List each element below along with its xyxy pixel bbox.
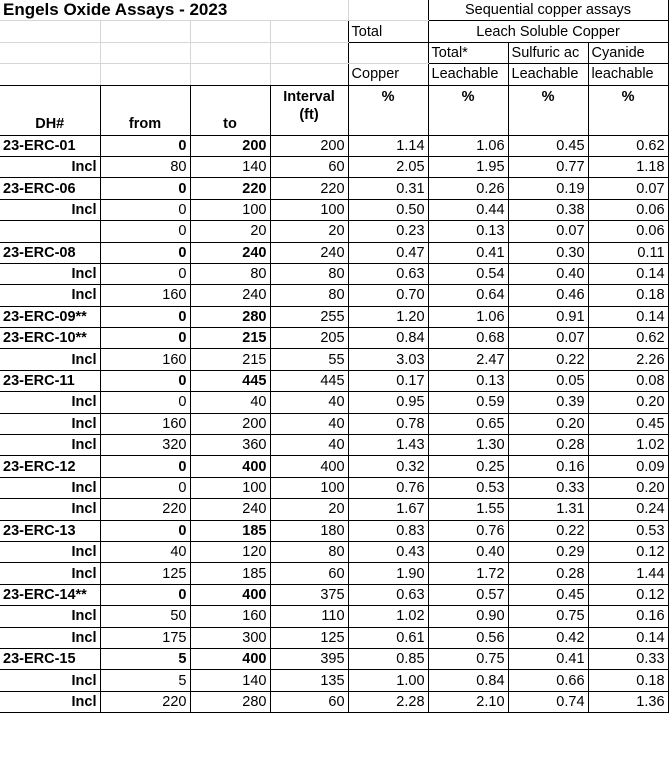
cell-copper: 1.02 xyxy=(348,606,428,627)
cell-total-leach: 0.68 xyxy=(428,328,508,349)
cell-sulfuric: 0.28 xyxy=(508,563,588,584)
cell-sulfuric: 0.28 xyxy=(508,435,588,456)
cell-copper: 0.76 xyxy=(348,477,428,498)
cell-cyanide: 0.62 xyxy=(588,135,668,156)
cell-dh: 23-ERC-15 xyxy=(0,648,100,669)
cell-dh: Incl xyxy=(0,156,100,177)
cell-to: 280 xyxy=(190,306,270,327)
cell-cyanide: 0.14 xyxy=(588,263,668,284)
table-row xyxy=(0,328,668,349)
cell-cyanide: 0.16 xyxy=(588,606,668,627)
cell-dh: Incl xyxy=(0,199,100,220)
cell-copper: 0.32 xyxy=(348,456,428,477)
cell-dh: 23-ERC-06 xyxy=(0,178,100,199)
cell-copper: 0.43 xyxy=(348,541,428,562)
cell-to: 240 xyxy=(190,285,270,306)
sulfuric-pct-header: % xyxy=(508,85,588,135)
cell-to: 185 xyxy=(190,563,270,584)
cell-dh: 23-ERC-10** xyxy=(0,328,100,349)
cell-cyanide: 0.53 xyxy=(588,520,668,541)
cell-to: 215 xyxy=(190,349,270,370)
cell-interval: 40 xyxy=(270,413,348,434)
cell-copper: 1.14 xyxy=(348,135,428,156)
interval-label: Interval xyxy=(283,88,335,105)
header-cell xyxy=(270,64,348,85)
cell-sulfuric: 0.45 xyxy=(508,135,588,156)
cell-copper: 1.00 xyxy=(348,670,428,691)
cell-copper: 3.03 xyxy=(348,349,428,370)
cell-cyanide: 0.06 xyxy=(588,221,668,242)
cell-total-leach: 0.44 xyxy=(428,199,508,220)
cell-copper: 0.23 xyxy=(348,221,428,242)
cell-cyanide: 0.14 xyxy=(588,306,668,327)
cell-total-leach: 1.06 xyxy=(428,135,508,156)
cell-from: 175 xyxy=(100,627,190,648)
cell-total-leach: 1.55 xyxy=(428,499,508,520)
cell-from: 80 xyxy=(100,156,190,177)
cell-from: 5 xyxy=(100,648,190,669)
leachable-cyanide-header: leachable xyxy=(588,64,668,85)
header-cell xyxy=(190,21,270,42)
header-cell xyxy=(100,21,190,42)
cell-dh: Incl xyxy=(0,392,100,413)
cell-from: 0 xyxy=(100,328,190,349)
cell-from: 0 xyxy=(100,370,190,391)
cell-copper: 0.95 xyxy=(348,392,428,413)
cell-sulfuric: 0.19 xyxy=(508,178,588,199)
leachable-header: Leachable xyxy=(428,64,508,85)
header-cell xyxy=(100,42,190,63)
cell-from: 320 xyxy=(100,435,190,456)
header-cell xyxy=(190,42,270,63)
cell-sulfuric: 0.74 xyxy=(508,691,588,712)
cell-from: 160 xyxy=(100,349,190,370)
header-cell xyxy=(348,42,428,63)
cell-total-leach: 1.06 xyxy=(428,306,508,327)
to-header: to xyxy=(190,85,270,135)
sulfuric-header: Sulfuric ac xyxy=(508,42,588,63)
cell-cyanide: 1.02 xyxy=(588,435,668,456)
cell-to: 100 xyxy=(190,199,270,220)
table-row xyxy=(0,349,668,370)
cell-to: 220 xyxy=(190,178,270,199)
cell-sulfuric: 0.05 xyxy=(508,370,588,391)
cell-from: 0 xyxy=(100,199,190,220)
cell-sulfuric: 0.66 xyxy=(508,670,588,691)
cell-total-leach: 0.84 xyxy=(428,670,508,691)
cell-to: 400 xyxy=(190,584,270,605)
cell-copper: 2.28 xyxy=(348,691,428,712)
table-row xyxy=(0,563,668,584)
copper-pct-header: % xyxy=(348,85,428,135)
cell-dh: 23-ERC-12 xyxy=(0,456,100,477)
cell-cyanide: 0.08 xyxy=(588,370,668,391)
cell-interval: 40 xyxy=(270,392,348,413)
cell-total-leach: 0.75 xyxy=(428,648,508,669)
cell-from: 0 xyxy=(100,135,190,156)
cell-cyanide: 0.45 xyxy=(588,413,668,434)
table-row xyxy=(0,392,668,413)
copper-header: Copper xyxy=(348,64,428,85)
cell-to: 120 xyxy=(190,541,270,562)
cell-total-leach: 0.25 xyxy=(428,456,508,477)
cell-dh: 23-ERC-13 xyxy=(0,520,100,541)
table-row xyxy=(0,541,668,562)
cell-sulfuric: 0.33 xyxy=(508,477,588,498)
cell-dh: 23-ERC-09** xyxy=(0,306,100,327)
cell-interval: 100 xyxy=(270,477,348,498)
leach-soluble-header: Leach Soluble Copper xyxy=(428,21,668,42)
cell-dh: Incl xyxy=(0,606,100,627)
cell-dh: Incl xyxy=(0,477,100,498)
cell-dh: Incl xyxy=(0,349,100,370)
table-row xyxy=(0,135,668,156)
cell-cyanide: 0.18 xyxy=(588,285,668,306)
cell-interval: 60 xyxy=(270,563,348,584)
cell-from: 0 xyxy=(100,584,190,605)
cell-total-leach: 1.95 xyxy=(428,156,508,177)
cell-total-leach: 0.13 xyxy=(428,370,508,391)
cell-total-leach: 0.54 xyxy=(428,263,508,284)
cell-sulfuric: 0.41 xyxy=(508,648,588,669)
cell-cyanide: 1.44 xyxy=(588,563,668,584)
cell-total-leach: 0.90 xyxy=(428,606,508,627)
cell-from: 125 xyxy=(100,563,190,584)
cell-dh: Incl xyxy=(0,413,100,434)
cell-cyanide: 0.18 xyxy=(588,670,668,691)
leachable-sulfuric-header: Leachable xyxy=(508,64,588,85)
cell-dh: Incl xyxy=(0,691,100,712)
cell-interval: 80 xyxy=(270,541,348,562)
cell-copper: 0.78 xyxy=(348,413,428,434)
cell-from: 5 xyxy=(100,670,190,691)
table-row xyxy=(0,520,668,541)
cell-interval: 255 xyxy=(270,306,348,327)
cell-total-leach: 0.57 xyxy=(428,584,508,605)
cell-from: 0 xyxy=(100,306,190,327)
cell-total-leach: 0.76 xyxy=(428,520,508,541)
cell-interval: 200 xyxy=(270,135,348,156)
cell-sulfuric: 1.31 xyxy=(508,499,588,520)
cell-copper: 1.43 xyxy=(348,435,428,456)
cell-sulfuric: 0.22 xyxy=(508,520,588,541)
cell-total-leach: 0.64 xyxy=(428,285,508,306)
table-row xyxy=(0,584,668,605)
cell-cyanide: 0.33 xyxy=(588,648,668,669)
cell-sulfuric: 0.39 xyxy=(508,392,588,413)
cell-copper: 0.84 xyxy=(348,328,428,349)
cell-cyanide: 0.62 xyxy=(588,328,668,349)
cell-sulfuric: 0.38 xyxy=(508,199,588,220)
cell-dh: Incl xyxy=(0,285,100,306)
cell-to: 400 xyxy=(190,648,270,669)
cell-to: 360 xyxy=(190,435,270,456)
cell-interval: 100 xyxy=(270,199,348,220)
cell-from: 0 xyxy=(100,477,190,498)
cell-sulfuric: 0.07 xyxy=(508,221,588,242)
table-row xyxy=(0,156,668,177)
cell-copper: 0.83 xyxy=(348,520,428,541)
cell-to: 240 xyxy=(190,499,270,520)
cell-interval: 20 xyxy=(270,499,348,520)
leachable-pct-header: % xyxy=(428,85,508,135)
cell-to: 100 xyxy=(190,477,270,498)
cell-interval: 205 xyxy=(270,328,348,349)
cell-total-leach: 2.10 xyxy=(428,691,508,712)
table-row xyxy=(0,178,668,199)
cell-copper: 0.31 xyxy=(348,178,428,199)
cell-total-leach: 0.26 xyxy=(428,178,508,199)
cell-sulfuric: 0.30 xyxy=(508,242,588,263)
table-row xyxy=(0,306,668,327)
cell-from: 0 xyxy=(100,242,190,263)
cell-sulfuric: 0.46 xyxy=(508,285,588,306)
cell-to: 140 xyxy=(190,670,270,691)
sequential-header: Sequential copper assays xyxy=(428,0,668,21)
table-row xyxy=(0,606,668,627)
cell-copper: 1.20 xyxy=(348,306,428,327)
cell-total-leach: 0.53 xyxy=(428,477,508,498)
cell-from: 0 xyxy=(100,456,190,477)
header-cell xyxy=(270,21,348,42)
cyanide-pct-header: % xyxy=(588,85,668,135)
cell-interval: 60 xyxy=(270,691,348,712)
cell-to: 300 xyxy=(190,627,270,648)
interval-header xyxy=(270,85,348,135)
cell-sulfuric: 0.45 xyxy=(508,584,588,605)
cell-cyanide: 0.12 xyxy=(588,584,668,605)
cell-sulfuric: 0.40 xyxy=(508,263,588,284)
cell-interval: 80 xyxy=(270,263,348,284)
cell-copper: 0.61 xyxy=(348,627,428,648)
cell-interval: 55 xyxy=(270,349,348,370)
cell-to: 400 xyxy=(190,456,270,477)
cell-total-leach: 0.40 xyxy=(428,541,508,562)
cell-total-leach: 0.65 xyxy=(428,413,508,434)
cell-interval: 125 xyxy=(270,627,348,648)
cell-sulfuric: 0.16 xyxy=(508,456,588,477)
cell-cyanide: 0.24 xyxy=(588,499,668,520)
cell-copper: 0.63 xyxy=(348,584,428,605)
table-row xyxy=(0,670,668,691)
cell-total-leach: 1.30 xyxy=(428,435,508,456)
header-row-2 xyxy=(0,21,668,42)
table-row xyxy=(0,242,668,263)
cell-copper: 0.17 xyxy=(348,370,428,391)
cell-dh: 23-ERC-14** xyxy=(0,584,100,605)
cell-from: 0 xyxy=(100,178,190,199)
cell-to: 280 xyxy=(190,691,270,712)
cell-sulfuric: 0.07 xyxy=(508,328,588,349)
cell-dh xyxy=(0,221,100,242)
table-row xyxy=(0,435,668,456)
cell-cyanide: 0.20 xyxy=(588,477,668,498)
cell-copper: 0.85 xyxy=(348,648,428,669)
total-header: Total xyxy=(348,21,428,42)
cell-total-leach: 0.59 xyxy=(428,392,508,413)
cell-to: 80 xyxy=(190,263,270,284)
header-cell xyxy=(0,21,100,42)
cell-from: 40 xyxy=(100,541,190,562)
cell-interval: 395 xyxy=(270,648,348,669)
cell-interval: 20 xyxy=(270,221,348,242)
cell-cyanide: 0.09 xyxy=(588,456,668,477)
cell-interval: 135 xyxy=(270,670,348,691)
cell-cyanide: 1.36 xyxy=(588,691,668,712)
table-row xyxy=(0,263,668,284)
cell-interval: 110 xyxy=(270,606,348,627)
table-row xyxy=(0,370,668,391)
cell-sulfuric: 0.29 xyxy=(508,541,588,562)
header-row-5 xyxy=(0,85,668,135)
total-star-header: Total* xyxy=(428,42,508,63)
cell-cyanide: 0.20 xyxy=(588,392,668,413)
cell-sulfuric: 0.22 xyxy=(508,349,588,370)
cell-dh: Incl xyxy=(0,499,100,520)
table-row xyxy=(0,477,668,498)
table-row xyxy=(0,199,668,220)
cell-dh: 23-ERC-08 xyxy=(0,242,100,263)
header-row-1 xyxy=(0,0,668,21)
cell-from: 0 xyxy=(100,221,190,242)
cell-dh: Incl xyxy=(0,263,100,284)
cell-total-leach: 2.47 xyxy=(428,349,508,370)
cell-cyanide: 0.12 xyxy=(588,541,668,562)
cell-interval: 445 xyxy=(270,370,348,391)
cell-to: 215 xyxy=(190,328,270,349)
cell-dh: Incl xyxy=(0,541,100,562)
cell-from: 160 xyxy=(100,413,190,434)
cell-cyanide: 1.18 xyxy=(588,156,668,177)
cell-interval: 180 xyxy=(270,520,348,541)
cell-from: 50 xyxy=(100,606,190,627)
cell-cyanide: 0.11 xyxy=(588,242,668,263)
header-cell xyxy=(0,42,100,63)
cell-from: 220 xyxy=(100,499,190,520)
cell-to: 200 xyxy=(190,413,270,434)
cell-interval: 375 xyxy=(270,584,348,605)
cell-interval: 60 xyxy=(270,156,348,177)
interval-unit: (ft) xyxy=(299,106,319,123)
header-row-4 xyxy=(0,64,668,85)
table-row xyxy=(0,456,668,477)
table-row xyxy=(0,648,668,669)
cell-from: 0 xyxy=(100,392,190,413)
cell-total-leach: 0.41 xyxy=(428,242,508,263)
header-cell xyxy=(348,0,428,21)
cell-sulfuric: 0.75 xyxy=(508,606,588,627)
cell-cyanide: 0.07 xyxy=(588,178,668,199)
table-row xyxy=(0,499,668,520)
header-cell xyxy=(270,42,348,63)
cell-to: 140 xyxy=(190,156,270,177)
cell-dh: 23-ERC-01 xyxy=(0,135,100,156)
cell-to: 200 xyxy=(190,135,270,156)
table-row xyxy=(0,627,668,648)
cell-cyanide: 0.14 xyxy=(588,627,668,648)
cell-cyanide: 0.06 xyxy=(588,199,668,220)
cell-copper: 0.63 xyxy=(348,263,428,284)
cell-cyanide: 2.26 xyxy=(588,349,668,370)
header-cell xyxy=(190,64,270,85)
sheet-title: Engels Oxide Assays - 2023 xyxy=(0,0,348,21)
cell-to: 20 xyxy=(190,221,270,242)
cell-to: 445 xyxy=(190,370,270,391)
cell-to: 160 xyxy=(190,606,270,627)
cell-to: 40 xyxy=(190,392,270,413)
cell-dh: 23-ERC-11 xyxy=(0,370,100,391)
cell-interval: 400 xyxy=(270,456,348,477)
cell-sulfuric: 0.20 xyxy=(508,413,588,434)
table-row xyxy=(0,285,668,306)
cell-copper: 0.47 xyxy=(348,242,428,263)
cell-dh: Incl xyxy=(0,563,100,584)
cell-total-leach: 0.56 xyxy=(428,627,508,648)
from-header: from xyxy=(100,85,190,135)
cell-total-leach: 1.72 xyxy=(428,563,508,584)
cell-to: 240 xyxy=(190,242,270,263)
cell-interval: 80 xyxy=(270,285,348,306)
cell-dh: Incl xyxy=(0,627,100,648)
cell-copper: 0.70 xyxy=(348,285,428,306)
cell-from: 0 xyxy=(100,520,190,541)
cell-from: 220 xyxy=(100,691,190,712)
cell-from: 0 xyxy=(100,263,190,284)
table-row xyxy=(0,413,668,434)
header-cell xyxy=(100,64,190,85)
cell-sulfuric: 0.77 xyxy=(508,156,588,177)
cell-interval: 40 xyxy=(270,435,348,456)
cell-sulfuric: 0.42 xyxy=(508,627,588,648)
cell-sulfuric: 0.91 xyxy=(508,306,588,327)
cell-to: 185 xyxy=(190,520,270,541)
table-row xyxy=(0,221,668,242)
cell-interval: 240 xyxy=(270,242,348,263)
header-cell xyxy=(0,64,100,85)
cell-copper: 2.05 xyxy=(348,156,428,177)
cell-copper: 0.50 xyxy=(348,199,428,220)
table-row xyxy=(0,691,668,712)
cell-from: 160 xyxy=(100,285,190,306)
cell-interval: 220 xyxy=(270,178,348,199)
cell-copper: 1.90 xyxy=(348,563,428,584)
cell-dh: Incl xyxy=(0,435,100,456)
header-row-3 xyxy=(0,42,668,63)
cell-copper: 1.67 xyxy=(348,499,428,520)
cyanide-header: Cyanide xyxy=(588,42,668,63)
cell-total-leach: 0.13 xyxy=(428,221,508,242)
dh-header: DH# xyxy=(0,85,100,135)
cell-dh: Incl xyxy=(0,670,100,691)
